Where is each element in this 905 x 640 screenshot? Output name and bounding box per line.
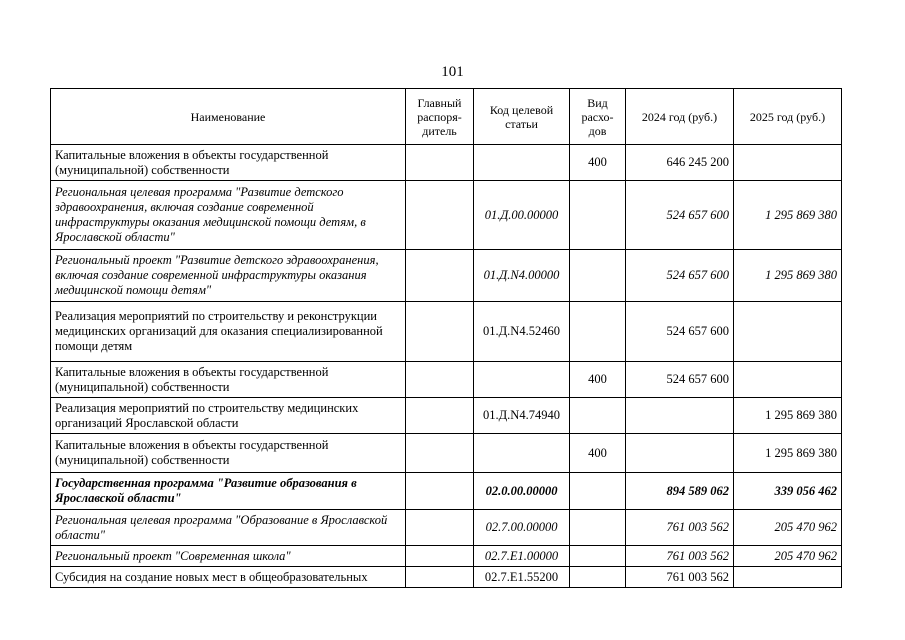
cell-2024 xyxy=(626,434,734,473)
cell-2024: 761 003 562 xyxy=(626,567,734,588)
cell-type xyxy=(570,398,626,434)
cell-type: 400 xyxy=(570,434,626,473)
cell-2024: 524 657 600 xyxy=(626,181,734,250)
cell-2025 xyxy=(734,302,842,362)
cell-2025: 1 295 869 380 xyxy=(734,398,842,434)
cell-code: 01.Д.N4.52460 xyxy=(474,302,570,362)
table-row xyxy=(51,362,842,398)
cell-2024: 524 657 600 xyxy=(626,302,734,362)
cell-2025: 1 295 869 380 xyxy=(734,181,842,250)
cell-code: 02.7.00.00000 xyxy=(474,510,570,546)
cell-type: 400 xyxy=(570,145,626,181)
cell-admin xyxy=(406,546,474,567)
header-admin: Главный распоря-дитель xyxy=(406,89,474,145)
cell-name: Региональный проект "Современная школа" xyxy=(51,546,406,567)
cell-code: 01.Д.00.00000 xyxy=(474,181,570,250)
cell-admin xyxy=(406,398,474,434)
cell-2025: 1 295 869 380 xyxy=(734,434,842,473)
cell-type xyxy=(570,302,626,362)
cell-code: 02.0.00.00000 xyxy=(474,473,570,510)
cell-name: Субсидия на создание новых мест в общеобразовательных xyxy=(51,567,406,588)
cell-code: 01.Д.N4.00000 xyxy=(474,250,570,302)
cell-2024: 646 245 200 xyxy=(626,145,734,181)
cell-name: Капитальные вложения в объекты государственной (муниципальной) собственности xyxy=(51,434,406,473)
table-body xyxy=(51,145,842,588)
cell-admin xyxy=(406,434,474,473)
cell-2024 xyxy=(626,398,734,434)
cell-2025 xyxy=(734,567,842,588)
table-row xyxy=(51,145,842,181)
table-row xyxy=(51,398,842,434)
header-type: Вид расхо-дов xyxy=(570,89,626,145)
cell-2025: 1 295 869 380 xyxy=(734,250,842,302)
page-number: 101 xyxy=(441,64,464,80)
cell-2024: 524 657 600 xyxy=(626,362,734,398)
cell-admin xyxy=(406,302,474,362)
table-row xyxy=(51,510,842,546)
table-row xyxy=(51,181,842,250)
cell-name: Государственная программа "Развитие образования в Ярославской области" xyxy=(51,473,406,510)
cell-admin xyxy=(406,362,474,398)
cell-code: 02.7.E1.55200 xyxy=(474,567,570,588)
cell-code xyxy=(474,434,570,473)
header-2025: 2025 год (руб.) xyxy=(734,89,842,145)
table-row xyxy=(51,546,842,567)
cell-name: Реализация мероприятий по строительству и реконструкции медицинских организаций для оказания специализированной помощи детям xyxy=(51,302,406,362)
cell-2024: 894 589 062 xyxy=(626,473,734,510)
table-row xyxy=(51,473,842,510)
cell-2024: 761 003 562 xyxy=(626,546,734,567)
table-row xyxy=(51,250,842,302)
cell-name: Реализация мероприятий по строительству медицинских организаций Ярославской области xyxy=(51,398,406,434)
cell-type xyxy=(570,473,626,510)
cell-name: Капитальные вложения в объекты государственной (муниципальной) собственности xyxy=(51,145,406,181)
cell-type xyxy=(570,250,626,302)
cell-type xyxy=(570,567,626,588)
cell-type xyxy=(570,510,626,546)
header-code: Код целевой статьи xyxy=(474,89,570,145)
table-row xyxy=(51,302,842,362)
cell-admin xyxy=(406,567,474,588)
cell-2025 xyxy=(734,362,842,398)
cell-code xyxy=(474,145,570,181)
cell-admin xyxy=(406,473,474,510)
cell-type: 400 xyxy=(570,362,626,398)
cell-name: Региональный проект "Развитие детского здравоохранения, включая создание современной инфраструктуры оказания медицинской помощи детям" xyxy=(51,250,406,302)
table-row xyxy=(51,434,842,473)
header-name: Наименование xyxy=(51,89,406,145)
cell-admin xyxy=(406,181,474,250)
cell-2024: 761 003 562 xyxy=(626,510,734,546)
cell-type xyxy=(570,546,626,567)
cell-admin xyxy=(406,250,474,302)
header-2024: 2024 год (руб.) xyxy=(626,89,734,145)
cell-code xyxy=(474,362,570,398)
cell-2024: 524 657 600 xyxy=(626,250,734,302)
cell-name: Региональная целевая программа "Развитие детского здравоохранения, включая создание современной инфраструктуры оказания медицинской помощи детям, в Ярославской области" xyxy=(51,181,406,250)
cell-2025 xyxy=(734,145,842,181)
table-row xyxy=(51,567,842,588)
cell-code: 02.7.E1.00000 xyxy=(474,546,570,567)
cell-2025: 205 470 962 xyxy=(734,546,842,567)
cell-2025: 205 470 962 xyxy=(734,510,842,546)
budget-table xyxy=(50,88,842,588)
cell-code: 01.Д.N4.74940 xyxy=(474,398,570,434)
cell-2025: 339 056 462 xyxy=(734,473,842,510)
cell-admin xyxy=(406,145,474,181)
cell-name: Капитальные вложения в объекты государственной (муниципальной) собственности xyxy=(51,362,406,398)
header-row xyxy=(51,89,842,145)
cell-name: Региональная целевая программа "Образование в Ярославской области" xyxy=(51,510,406,546)
cell-type xyxy=(570,181,626,250)
cell-admin xyxy=(406,510,474,546)
